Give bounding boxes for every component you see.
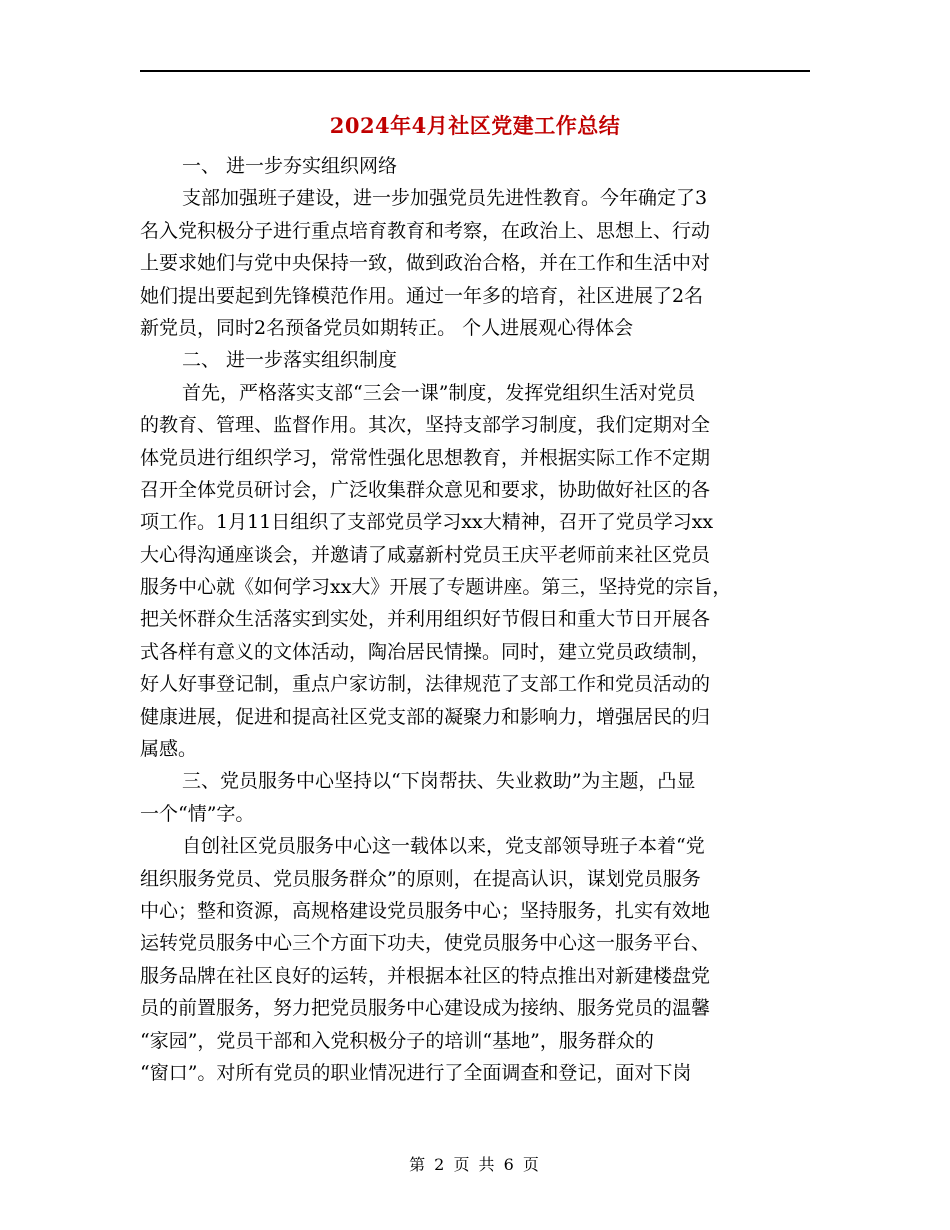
text-line: 式各样有意义的文体活动，陶冶居民情操。同时，建立党员政绩制，	[140, 640, 711, 663]
text-line: 的教育、管理、监督作用。其次，坚持支部学习制度，我们定期对全	[140, 414, 711, 437]
text-line: 自创社区党员服务中心这一载体以来，党支部领导班子本着“党	[182, 835, 705, 858]
text-line: 项工作。1月11日组织了支部党员学习xx大精神，召开了党员学习xx	[140, 511, 714, 534]
text-line: 大心得沟通座谈会，并邀请了咸嘉新村党员王庆平老师前来社区党员	[140, 543, 711, 566]
text-line: 好人好事登记制，重点户家访制，法律规范了支部工作和党员活动的	[140, 673, 711, 696]
text-line: 把关怀群众生活落实到实处，并利用组织好节假日和重大节日开展各	[140, 608, 711, 631]
document-body	[140, 150, 810, 1089]
text-line: 组织服务党员、党员服务群众”的原则，在提高认识，谋划党员服务	[140, 867, 701, 890]
text-line: “家园”，党员干部和入党积极分子的培训“基地”，服务群众的	[140, 1029, 654, 1052]
text-line: “窗口”。对所有党员的职业情况进行了全面调查和登记，面对下岗	[140, 1061, 692, 1084]
text-line: 支部加强班子建设，进一步加强党员先进性教育。今年确定了3	[182, 187, 708, 210]
text-line: 运转党员服务中心三个方面下功夫，使党员服务中心这一服务平台、	[140, 932, 711, 955]
text-line: 二、 进一步落实组织制度	[182, 349, 398, 372]
text-line: 一、 进一步夯实组织网络	[182, 155, 398, 177]
text-line: 服务中心就《如何学习xx大》开展了专题讲座。第三，坚持党的宗旨，	[140, 576, 732, 599]
text-line: 体党员进行组织学习，常常性强化思想教育，并根据实际工作不定期	[140, 446, 711, 469]
text-line: 上要求她们与党中央保持一致，做到政治合格，并在工作和生活中对	[140, 252, 711, 275]
text-line: 服务品牌在社区良好的运转，并根据本社区的特点推出对新建楼盘党	[140, 964, 711, 987]
text-line: 名入党积极分子进行重点培育教育和考察，在政治上、思想上、行动	[140, 219, 711, 242]
text-line: 员的前置服务，努力把党员服务中心建设成为接纳、服务党员的温馨	[140, 997, 711, 1020]
text-line: 新党员，同时2名预备党员如期转正。 个人进展观心得体会	[140, 316, 634, 339]
text-line: 首先，严格落实支部“三会一课”制度，发挥党组织生活对党员	[182, 381, 696, 404]
text-line: 中心；整和资源，高规格建设党员服务中心；坚持服务，扎实有效地	[140, 899, 711, 922]
text-line: 召开全体党员研讨会，广泛收集群众意见和要求，协助做好社区的各	[140, 478, 711, 501]
text-line: 她们提出要起到先锋模范作用。通过一年多的培育，社区进展了2名	[140, 284, 704, 307]
page-number-footer: 第 2 页 共 6 页	[409, 1155, 541, 1174]
text-line: 属感。	[140, 738, 198, 761]
document-title: 2024年4月社区党建工作总结	[329, 113, 621, 138]
header-rule	[140, 70, 810, 72]
text-line: 健康进展，促进和提高社区党支部的凝聚力和影响力，增强居民的归	[140, 705, 711, 728]
text-line: 三、党员服务中心坚持以“下岗帮扶、失业救助”为主题，凸显	[182, 770, 696, 793]
text-line: 一个“情”字。	[140, 802, 255, 825]
